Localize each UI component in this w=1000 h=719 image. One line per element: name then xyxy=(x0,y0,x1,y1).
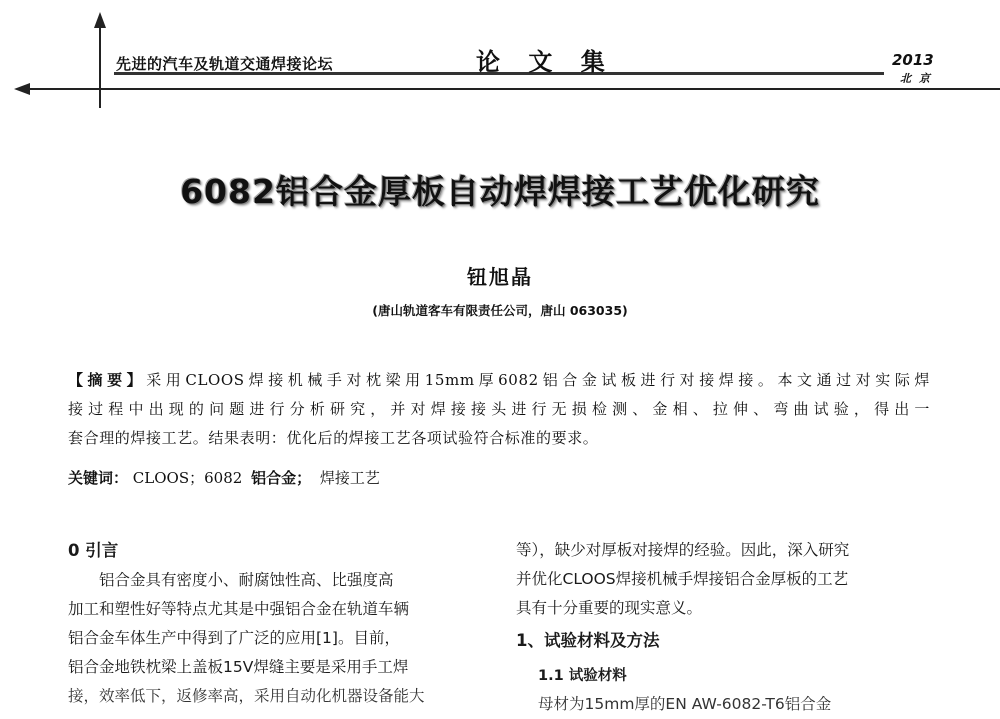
header-vertical-line xyxy=(99,26,101,108)
abstract-last-line: 套合理的焊接工艺。结果表明：优化后的焊接工艺各项试验符合标准的要求。 xyxy=(68,429,599,447)
body-line: 等），缺少对厚板对接焊的经验。因此，深入研究 xyxy=(516,541,850,559)
body-line-partial: 母材为15mm厚的EN AW-6082-T6铝合金 xyxy=(538,695,832,713)
header-horizontal-line xyxy=(28,88,1000,90)
abstract-line: 采用CLOOS焊接机械手对枕梁用15mm厚6082铝合金试板进行对接焊接。本文通过对实际焊 xyxy=(146,371,930,389)
author-name: 钮旭晶 xyxy=(467,265,533,289)
body-line: 具有十分重要的现实意义。 xyxy=(516,599,703,617)
body-line: 并优化CLOOS焊接机械手焊接铝合金厚板的工艺 xyxy=(516,570,849,588)
right-column-body xyxy=(516,536,930,623)
abstract-line: 接过程中出现的问题进行分析研究，并对焊接接头进行无损检测、金相、拉伸、弯曲试验，得出一 xyxy=(68,400,930,418)
body-line: 铝合金具有密度小、耐腐蚀性高、比强度高 xyxy=(68,571,394,589)
body-line: 铝合金地铁枕梁上盖板15V焊缝主要是采用手工焊 xyxy=(68,658,409,676)
keywords-row xyxy=(68,466,384,490)
header-collection-title: 论 文 集 xyxy=(476,48,615,76)
keyword-item: CLOOS；6082 xyxy=(132,469,243,487)
abstract-label: 【摘要】 xyxy=(68,371,147,389)
keywords-label: 关键词： xyxy=(68,469,129,487)
keyword-item: 焊接工艺 xyxy=(319,469,380,487)
section-heading-introduction: 0 引言 xyxy=(68,541,119,560)
author-affiliation: (唐山轨道客车有限责任公司，唐山 063035) xyxy=(372,303,628,318)
header-forum-name: 先进的汽车及轨道交通焊接论坛 xyxy=(116,55,334,73)
body-line-partial: 接，效率低下，返修率高，采用自动化机器设备能大 xyxy=(68,687,425,705)
subsection-heading-materials: 1.1 试验材料 xyxy=(538,668,627,684)
paper-title: 6082铝合金厚板自动焊焊接工艺优化研究 xyxy=(180,172,820,211)
left-column-body xyxy=(68,566,482,711)
body-line: 铝合金车体生产中得到了广泛的应用[1]。目前， xyxy=(68,629,400,647)
body-line: 加工和塑性好等特点尤其是中强铝合金在轨道车辆 xyxy=(68,600,410,618)
keyword-item: 铝合金； xyxy=(251,469,312,487)
header-year: 2013 xyxy=(892,51,934,69)
abstract-block xyxy=(68,366,930,424)
section-heading-materials-methods: 1、试验材料及方法 xyxy=(516,631,660,650)
header-city: 北 京 xyxy=(900,72,932,85)
